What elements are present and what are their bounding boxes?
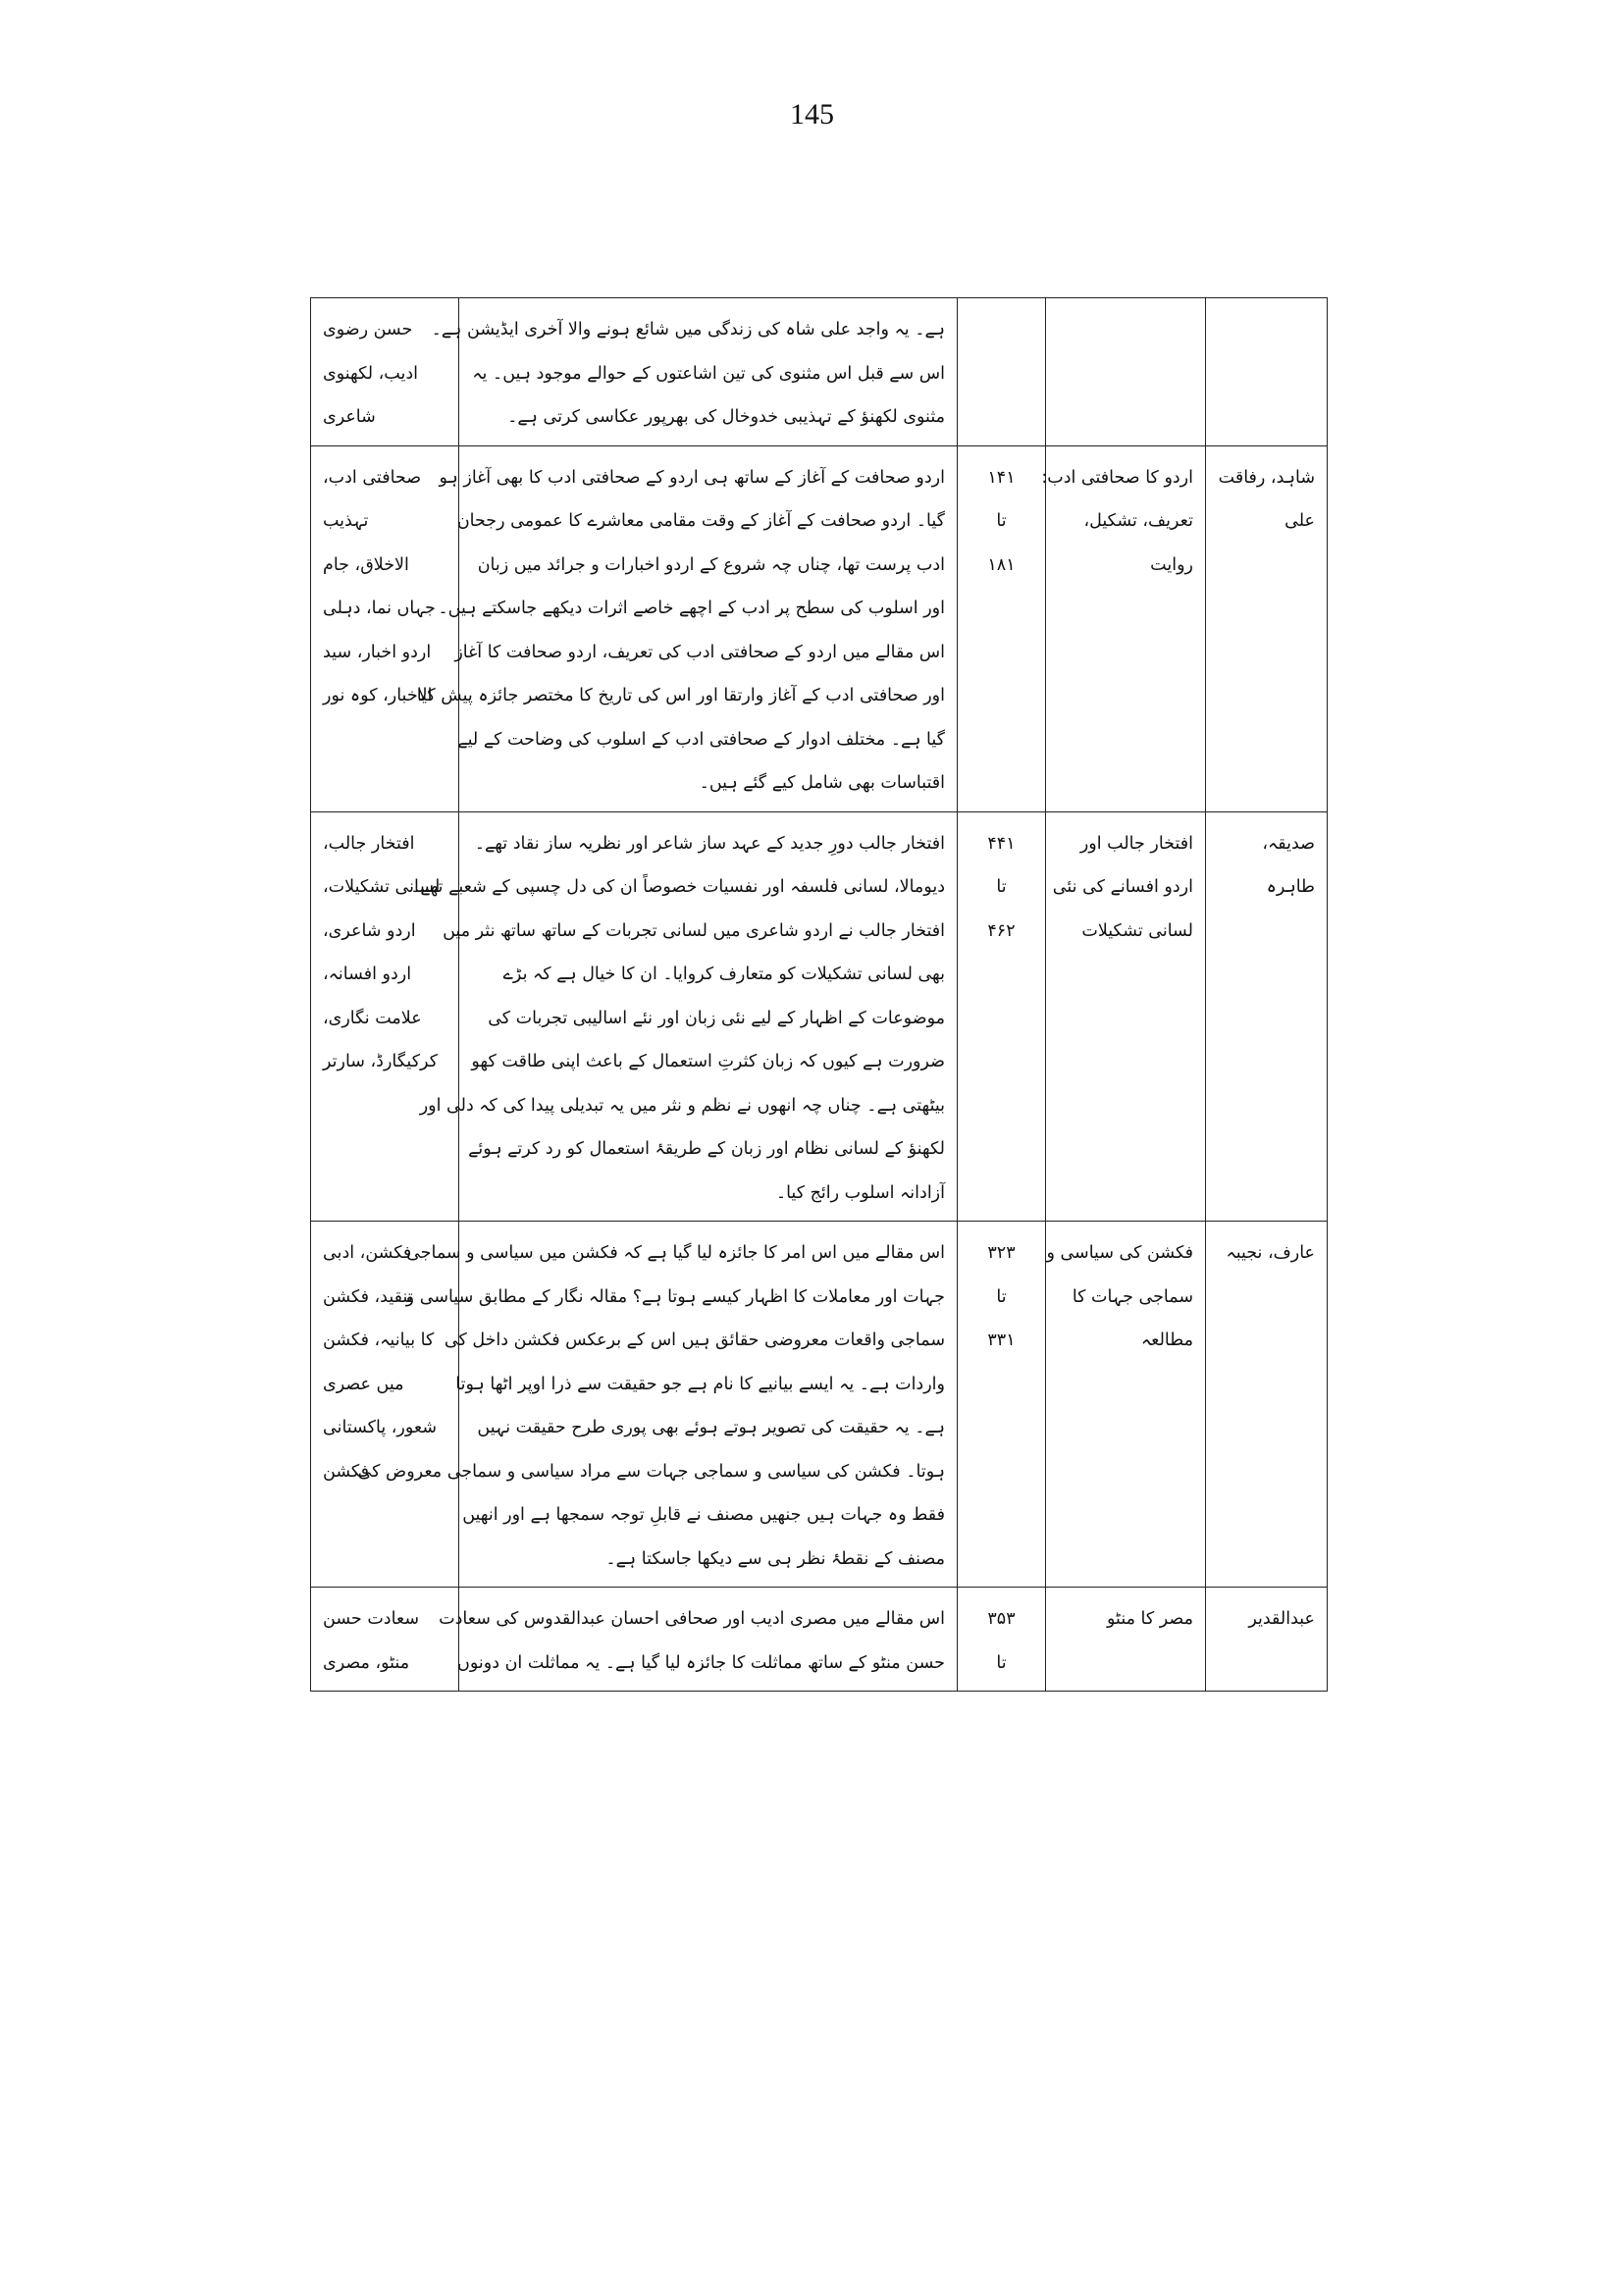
keywords-cell [311, 811, 459, 1222]
summary-line: حسن منٹو کے ساتھ مماثلت کا جائزہ لیا گیا ہے۔ یہ مماثلت ان دونوں [457, 1652, 945, 1673]
pages-cell [958, 298, 1046, 446]
summary-line: افتخار جالب نے اردو شاعری میں لسانی تجربات کے ساتھ ساتھ نثر میں [443, 920, 945, 941]
summary-line: گیا۔ اردو صحافت کے آغاز کے وقت مقامی معاشرے کا عمومی رجحان [456, 511, 945, 531]
summary-line: موضوعات کے اظہار کے لیے نئی زبان اور نئے اسالیبی تجربات کی [488, 1008, 945, 1028]
pages-line: تا [996, 1286, 1007, 1307]
table-row [311, 298, 1328, 446]
summary-cell [439, 1588, 958, 1692]
author-line: علی [1284, 511, 1315, 531]
keywords-line: کرکیگارڈ، سارتر [323, 1052, 439, 1071]
title-line: لسانی تشکیلات [1081, 920, 1193, 941]
summary-line: اقتباسات بھی شامل کیے گئے ہیں۔ [699, 773, 945, 793]
keywords-line: تہذیب [323, 511, 369, 531]
title-line: مصر کا منٹو [1107, 1609, 1193, 1629]
title-line: اردو کا صحافتی ادب: [1041, 467, 1193, 488]
summary-line: ضرورت ہے کیوں کہ زبان کثرتِ استعمال کے باعث اپنی طاقت کھو [471, 1052, 945, 1071]
keywords-line: اردو اخبار، سید [323, 642, 432, 662]
summary-line: افتخار جالب دورِ جدید کے عہد ساز شاعر اور نظریہ ساز نقاد تھے۔ [474, 833, 945, 854]
author-cell [1206, 298, 1328, 446]
summary-line: ہے۔ یہ واجد علی شاہ کی زندگی میں شائع ہونے والا آخری ایڈیشن ہے۔ [431, 320, 945, 339]
title-line: تعریف، تشکیل، [1083, 511, 1193, 531]
keywords-line: فکشن، ادبی [323, 1243, 412, 1263]
title-line: افتخار جالب اور [1079, 833, 1193, 854]
title-cell [1046, 1222, 1206, 1588]
summary-line: ادب پرست تھا، چناں چہ شروع کے اردو اخبارات و جرائد میں زبان [477, 554, 945, 575]
summary-line: واردات ہے۔ یہ ایسے بیانیے کا نام ہے جو حقیقت سے ذرا اوپر اٹھا ہوتا [455, 1374, 945, 1394]
title-line: اردو افسانے کی نئی [1052, 877, 1193, 897]
pages-cell [958, 811, 1046, 1222]
summary-line: بھی لسانی تشکیلات کو متعارف کروایا۔ ان کا خیال ہے کہ بڑے [502, 965, 945, 984]
pages-line: تا [996, 1652, 1007, 1673]
title-cell [1046, 298, 1206, 446]
pages-line: ۴۴۱ [987, 833, 1016, 854]
keywords-line: فکشن [323, 1461, 369, 1482]
table-row [311, 811, 1328, 1222]
pages-cell [958, 1222, 1046, 1588]
author-line: شاہد، رفاقت [1218, 467, 1315, 488]
summary-line: اس مقالے میں اردو کے صحافتی ادب کی تعریف، اردو صحافت کا آغاز [454, 642, 945, 662]
summary-line: اور صحافتی ادب کے آغاز وارتقا اور اس کی تاریخ کا مختصر جائزہ پیش کیا [416, 686, 945, 705]
keywords-line: سعادت حسن [323, 1609, 420, 1629]
summary-line: اس سے قبل اس مثنوی کی تین اشاعتوں کے حوالے موجود ہیں۔ یہ [472, 363, 945, 384]
title-line: روایت [1150, 554, 1193, 575]
title-line: فکشن کی سیاسی و [1046, 1243, 1193, 1263]
author-line: طاہرہ [1266, 877, 1315, 897]
pages-line: تا [996, 511, 1007, 531]
title-line: سماجی جہات کا [1072, 1286, 1193, 1307]
pages-line: ۳۳۱ [987, 1330, 1016, 1350]
title-cell [1041, 445, 1206, 811]
table-row [311, 445, 1328, 811]
pages-cell [958, 1588, 1046, 1692]
summary-line: ہے۔ یہ حقیقت کی تصویر ہوتے ہوئے بھی پوری طرح حقیقت نہیں [477, 1418, 945, 1437]
author-cell [1206, 445, 1328, 811]
keywords-line: صحافتی ادب، [323, 467, 422, 488]
summary-line: لکھنؤ کے لسانی نظام اور زبان کے طریقۂ استعمال کو رد کرتے ہوئے [468, 1139, 945, 1159]
page-number: 145 [790, 98, 834, 130]
summary-line: دیومالا، لسانی فلسفہ اور نفسیات خصوصاً ان کی دل چسپی کے شعبے تھے۔ [410, 877, 945, 897]
author-line: عارف، نجیبہ [1226, 1243, 1315, 1263]
summary-line: اردو صحافت کے آغاز کے ساتھ ہی اردو کے صحافتی ادب کا بھی آغاز ہو [439, 467, 945, 488]
keywords-line: اردو افسانہ، [323, 965, 412, 984]
table-row [311, 1222, 1328, 1588]
summary-line: سماجی واقعات معروضی حقائق ہیں اس کے برعکس فکشن داخل کی [444, 1330, 945, 1350]
summary-cell [416, 445, 958, 811]
pages-line: ۱۴۱ [987, 467, 1016, 488]
author-cell [1206, 811, 1328, 1222]
summary-line: اس مقالے میں اس امر کا جائزہ لیا گیا ہے کہ فکشن میں سیاسی و سماجی [406, 1243, 945, 1263]
pages-line: ۳۲۳ [987, 1243, 1016, 1263]
pages-cell [958, 445, 1046, 811]
pages-line: ۳۵۳ [987, 1609, 1016, 1629]
keywords-line: شاعری [323, 407, 376, 427]
summary-line: اور اسلوب کی سطح پر ادب کے اچھے خاصے اثرات دیکھے جاسکتے ہیں۔ [438, 599, 945, 618]
author-line: عبدالقدیر [1248, 1609, 1315, 1629]
pages-line: تا [996, 877, 1007, 897]
keywords-line: اردو شاعری، [323, 920, 416, 941]
keywords-line: افتخار جالب، [323, 833, 415, 854]
keywords-line: الاخبار، کوہ نور [323, 686, 433, 705]
summary-cell [410, 811, 958, 1222]
pages-line: ۴۶۲ [987, 920, 1016, 941]
summary-line: آزادانہ اسلوب رائج کیا۔ [775, 1182, 945, 1203]
summary-cell [431, 298, 958, 446]
keywords-line: ادیب، لکھنوی [323, 363, 419, 384]
keywords-line: لسانی تشکیلات، [323, 877, 441, 897]
keywords-cell [311, 1588, 459, 1692]
summary-line: بیٹھتی ہے۔ چناں چہ انھوں نے نظم و نثر میں یہ تبدیلی پیدا کی کہ دلی اور [419, 1095, 945, 1116]
title-cell [1046, 811, 1206, 1222]
pages-line: ۱۸۱ [987, 554, 1016, 575]
author-cell [1206, 1222, 1328, 1588]
summary-line: جہات اور معاملات کا اظہار کیسے ہوتا ہے؟ مقالہ نگار کے مطابق سیاسی و [405, 1286, 945, 1307]
summary-line: گیا ہے۔ مختلف ادوار کے صحافتی ادب کے اسلوب کی وضاحت کے لیے [457, 729, 945, 750]
summary-line: مصنف کے نقطۂ نظر ہی سے دیکھا جاسکتا ہے۔ [605, 1548, 945, 1569]
keywords-line: کا بیانیہ، فکشن [323, 1330, 435, 1350]
keywords-cell [311, 445, 459, 811]
keywords-line: جہاں نما، دہلی [323, 599, 436, 618]
author-cell [1206, 1588, 1328, 1692]
bibliography-table [310, 297, 1328, 1692]
keywords-line: شعور، پاکستانی [323, 1418, 438, 1437]
title-line: مطالعہ [1140, 1330, 1193, 1350]
keywords-line: حسن رضوی [323, 320, 413, 339]
keywords-line: الاخلاق، جام [323, 554, 409, 575]
summary-line: ہوتا۔ فکشن کی سیاسی و سماجی جہات سے مراد سیاسی و سماجی معروض کی [357, 1461, 945, 1482]
author-line: صدیقہ، [1262, 833, 1315, 854]
summary-line: اس مقالے میں مصری ادیب اور صحافی احسان عبدالقدوس کی سعادت [439, 1609, 945, 1629]
keywords-line: علامت نگاری، [323, 1008, 422, 1028]
title-cell [1046, 1588, 1206, 1692]
summary-line: مثنوی لکھنؤ کے تہذیبی خدوخال کی بھرپور عکاسی کرتی ہے۔ [507, 407, 945, 427]
keywords-line: منٹو، مصری [323, 1652, 410, 1673]
keywords-line: تنقید، فکشن [323, 1286, 413, 1307]
summary-line: فقط وہ جہات ہیں جنھیں مصنف نے قابلِ توجہ سمجھا ہے اور انھیں [462, 1505, 945, 1525]
keywords-line: میں عصری [323, 1374, 404, 1394]
table-row [311, 1588, 1328, 1692]
